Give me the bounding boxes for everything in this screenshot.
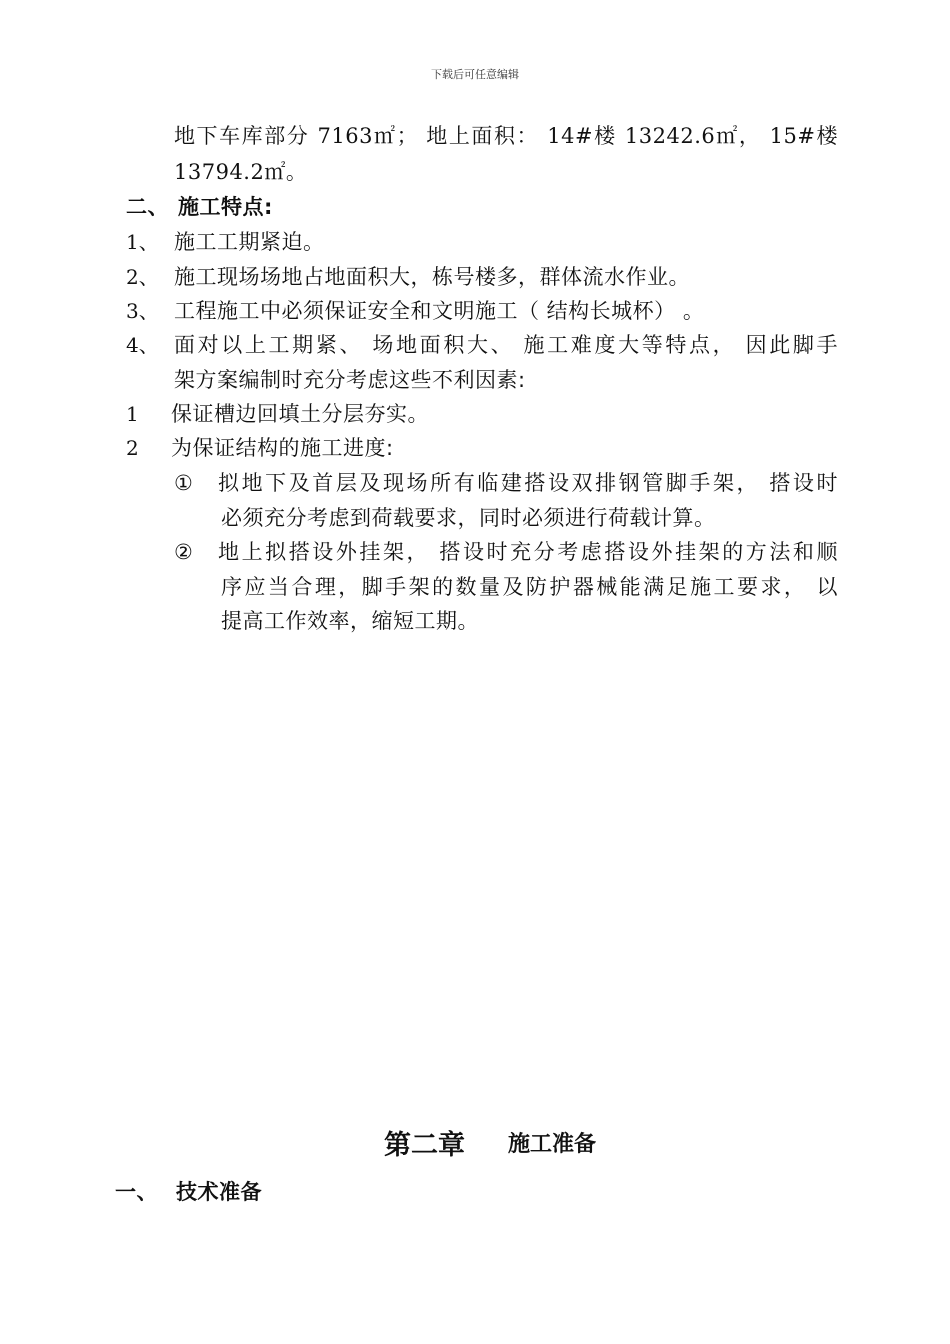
item-4-line-2: 架方案编制时充分考虑这些不利因素: xyxy=(174,368,526,392)
chapter-label: 第二章 xyxy=(384,1130,465,1161)
section-1-number: 一、 xyxy=(115,1180,158,1204)
circled-item-2-line-2: 序应当合理，脚手架的数量及防护器械能满足施工要求， 以 xyxy=(221,575,838,599)
intro-line-1: 地下车库部分 7163㎡； 地上面积： 14#楼 13242.6㎡， 15#楼 xyxy=(174,124,838,148)
circled-item-2-line-3: 提高工作效率，缩短工期。 xyxy=(221,609,479,633)
sub-item-2-number: 2 xyxy=(126,436,139,460)
item-3-text: 工程施工中必须保证安全和文明施工（ 结构长城杯） 。 xyxy=(174,299,705,323)
item-2-text: 施工现场场地占地面积大，栋号楼多，群体流水作业。 xyxy=(174,265,690,289)
intro-line-2: 13794.2㎡。 xyxy=(174,160,308,184)
page-header: 下载后可任意编辑 xyxy=(431,68,519,81)
item-3-number: 3、 xyxy=(126,299,159,323)
circled-item-1-number: ① xyxy=(174,471,194,495)
item-1-text: 施工工期紧迫。 xyxy=(174,230,325,254)
chapter-title: 施工准备 xyxy=(508,1132,597,1157)
item-1-number: 1、 xyxy=(126,230,159,254)
section-2-title: 施工特点: xyxy=(178,195,273,219)
circled-item-1-line-2: 必须充分考虑到荷载要求，同时必须进行荷载计算。 xyxy=(221,506,716,530)
item-2-number: 2、 xyxy=(126,265,159,289)
item-4-number: 4、 xyxy=(126,333,159,357)
item-4-line-1: 面对以上工期紧、 场地面积大、 施工难度大等特点， 因此脚手 xyxy=(174,333,838,357)
circled-item-2-number: ② xyxy=(174,540,194,564)
section-1-title: 技术准备 xyxy=(176,1180,262,1204)
sub-item-1-text: 保证槽边回填土分层夯实。 xyxy=(171,402,429,426)
circled-item-1-line-1: 拟地下及首层及现场所有临建搭设双排钢管脚手架， 搭设时 xyxy=(218,471,838,495)
sub-item-1-number: 1 xyxy=(126,402,139,426)
circled-item-2-line-1: 地上拟搭设外挂架， 搭设时充分考虑搭设外挂架的方法和顺 xyxy=(218,540,838,564)
section-2-number: 二、 xyxy=(126,195,169,219)
sub-item-2-text: 为保证结构的施工进度: xyxy=(171,436,394,460)
